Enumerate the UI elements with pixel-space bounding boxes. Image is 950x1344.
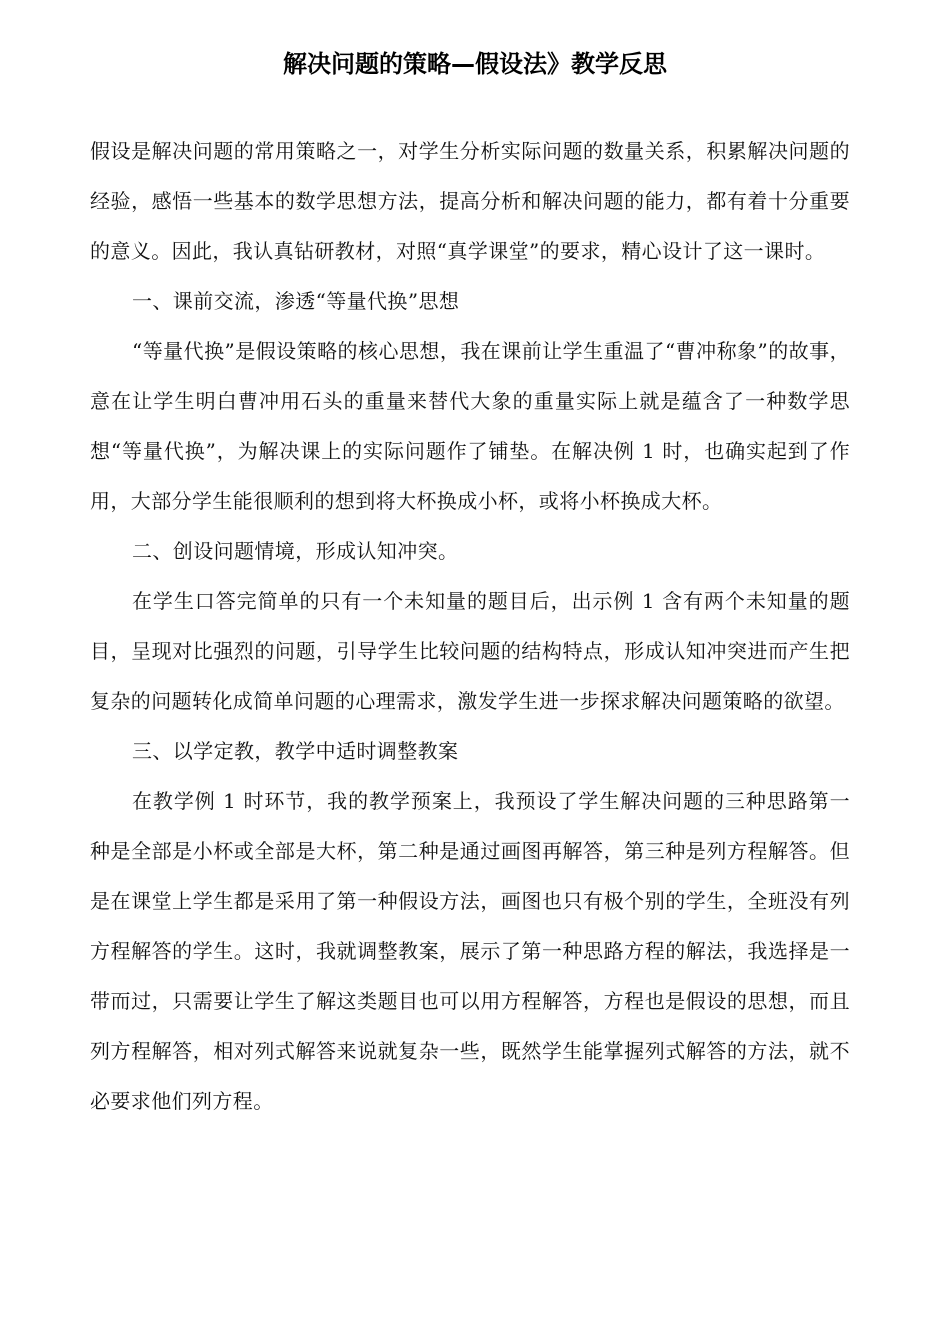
section-3-paragraph: 在教学例 1 时环节，我的教学预案上，我预设了学生解决问题的三种思路第一种是全部是小杯或全部是大杯，第二种是通过画图再解答，第三种是列方程解答。但是在课堂上学生都是采用了第一种假设方法，画图也只有极个别的学生，全班没有列方程解答的学生。这时，我就调整教案，展示了第一种思路方程的解法，我选择是一带而过，只需要让学生了解这类题目也可以用方程解答，方程也是假设的思想，而且列方程解答，相对列式解答来说就复杂一些，既然学生能掌握列式解答的方法，就不必要求他们列方程。 [90,789,850,1113]
section-heading-1: 一、课前交流，渗透“等量代换”思想 [132,289,460,313]
section-heading-3: 三、以学定教，教学中适时调整教案 [132,739,459,763]
section-2-paragraph: 在学生口答完简单的只有一个未知量的题目后，出示例 1 含有两个未知量的题目，呈现对比强烈的问题，引导学生比较问题的结构特点，形成认知冲突进而产生把复杂的问题转化成简单问题的心理需求，激发学生进一步探求解决问题策略的欲望。 [90,589,850,713]
section-1-paragraph: “等量代换”是假设策略的核心思想，我在课前让学生重温了“曹冲称象”的故事，意在让学生明白曹冲用石头的重量来替代大象的重量实际上就是蕴含了一种数学思想“等量代换”，为解决课上的实际问题作了铺垫。在解决例 1 时，也确实起到了作用，大部分学生能很顺利的想到将大杯换成小杯，或将小杯换成大杯。 [90,339,850,513]
intro-paragraph: 假设是解决问题的常用策略之一，对学生分析实际问题的数量关系，积累解决问题的经验，感悟一些基本的数学思想方法，提高分析和解决问题的能力，都有着十分重要的意义。因此，我认真钻研教材，对照“真学课堂”的要求，精心设计了这一课时。 [90,139,850,263]
document-body [90,126,850,1126]
section-heading-2: 二、创设问题情境，形成认知冲突。 [132,539,459,563]
document-title: 解决问题的策略—假设法》教学反思 [283,50,667,78]
